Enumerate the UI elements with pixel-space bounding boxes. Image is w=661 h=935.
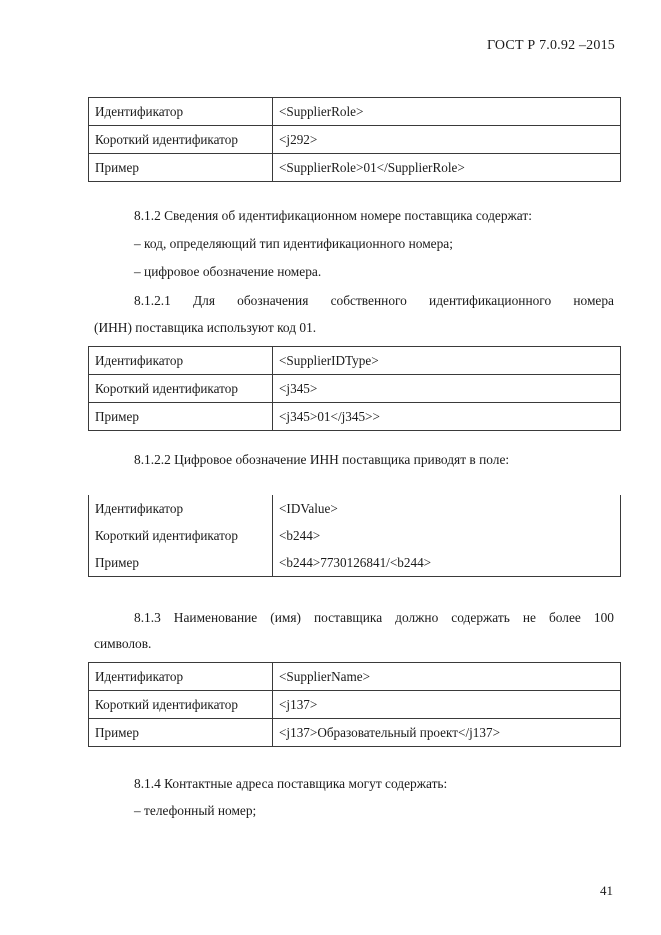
id-value-table [88, 495, 621, 577]
table-row [89, 98, 621, 126]
table-row [89, 522, 621, 549]
table-cell-value: <j137> [273, 691, 621, 719]
table-cell-label: Идентификатор [89, 347, 273, 375]
list-item: – цифровое обозначение номера. [134, 264, 322, 279]
table-cell-value: <j345> [273, 375, 621, 403]
list-item: – телефонный номер; [134, 803, 257, 818]
table-cell-value: <SupplierRole>01</SupplierRole> [273, 154, 621, 182]
paragraph-8-1-4: 8.1.4 Контактные адреса поставщика могут содержать: [134, 776, 448, 791]
table-cell-label: Короткий идентификатор [89, 126, 273, 154]
supplier-name-table [88, 662, 621, 747]
table-cell-label: Идентификатор [89, 663, 273, 691]
table-row [89, 663, 621, 691]
table-row [89, 403, 621, 431]
table-row [89, 691, 621, 719]
table-cell-label: Идентификатор [89, 495, 273, 522]
table-cell-value: <j345>01</j345>> [273, 403, 621, 431]
paragraph-8-1-2-1-line2: (ИНН) поставщика используют код 01. [94, 320, 317, 335]
table-cell-value: <SupplierIDType> [273, 347, 621, 375]
table-cell-label: Пример [89, 403, 273, 431]
paragraph-8-1-3-line2: символов. [94, 636, 152, 651]
table-cell-label: Короткий идентификатор [89, 522, 273, 549]
table-cell-label: Идентификатор [89, 98, 273, 126]
table-cell-label: Короткий идентификатор [89, 691, 273, 719]
table-cell-label: Короткий идентификатор [89, 375, 273, 403]
table-cell-label: Пример [89, 154, 273, 182]
supplier-role-table [88, 97, 621, 182]
supplier-id-type-table [88, 346, 621, 431]
table-cell-value: <j292> [273, 126, 621, 154]
list-item: – код, определяющий тип идентификационного номера; [134, 236, 453, 251]
page-number: 41 [600, 883, 613, 898]
table-cell-value: <SupplierRole> [273, 98, 621, 126]
paragraph-8-1-2-1-line1: 8.1.2.1 Для обозначения собственного идентификационного номера [134, 293, 614, 308]
table-cell-label: Пример [89, 549, 273, 577]
table-row [89, 375, 621, 403]
table-cell-label: Пример [89, 719, 273, 747]
table-row [89, 154, 621, 182]
table-row [89, 495, 621, 522]
table-row [89, 126, 621, 154]
document-header: ГОСТ Р 7.0.92 –2015 [486, 38, 615, 53]
table-cell-value: <SupplierName> [273, 663, 621, 691]
table-cell-value: <IDValue> [273, 495, 621, 522]
table-row [89, 347, 621, 375]
table-row [89, 549, 621, 577]
paragraph-8-1-2: 8.1.2 Сведения об идентификационном номере поставщика содержат: [134, 208, 532, 223]
table-cell-value: <j137>Образовательный проект</j137> [273, 719, 621, 747]
table-cell-value: <b244>7730126841/<b244> [273, 549, 621, 577]
table-row [89, 719, 621, 747]
table-cell-value: <b244> [273, 522, 621, 549]
paragraph-8-1-2-2: 8.1.2.2 Цифровое обозначение ИНН поставщика приводят в поле: [134, 452, 510, 467]
paragraph-8-1-3-line1: 8.1.3 Наименование (имя) поставщика должно содержать не более 100 [134, 610, 614, 625]
